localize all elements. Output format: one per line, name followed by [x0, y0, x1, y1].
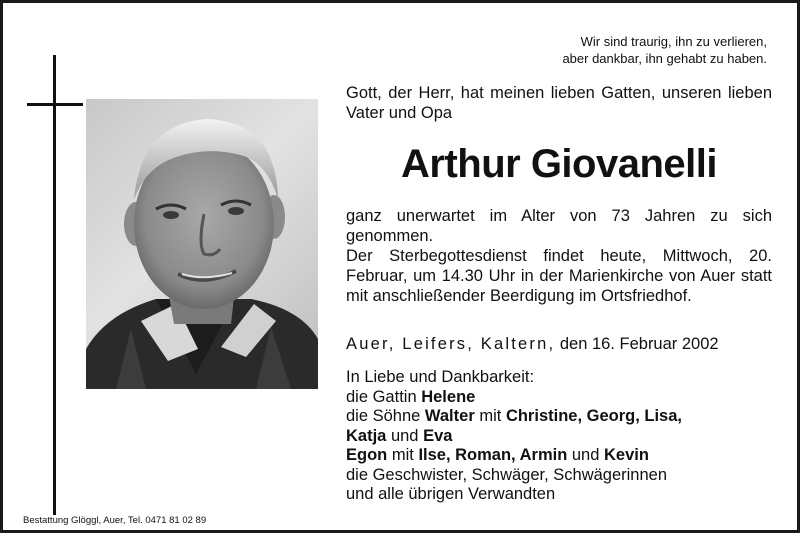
mourner-son-1-continued — [346, 427, 776, 447]
age-text: ganz unerwartet im Alter von 73 Jahren zu sich genommen. — [346, 207, 772, 245]
portrait-image — [86, 99, 318, 389]
son-1-name: Walter — [424, 407, 475, 425]
intro-text: Gott, der Herr, hat meinen lieben Gatten, unseren lieben Vater und Opa — [346, 84, 772, 122]
with-word: mit — [479, 407, 502, 425]
deceased-name: Arthur Giovanelli — [401, 142, 717, 186]
place-and-date — [346, 334, 772, 354]
announcement-body — [346, 206, 772, 306]
son-1-family: Christine, Georg, Lisa, — [505, 407, 682, 425]
places: Auer, Leifers, Kaltern, — [346, 335, 556, 353]
funeral-home-credit: Bestattung Glöggl, Auer, Tel. 0471 81 02 89 — [23, 515, 207, 526]
date: den 16. Februar 2002 — [559, 335, 719, 353]
son-1-family-2: Katja — [346, 426, 387, 445]
wife-name: Helene — [421, 387, 476, 406]
motto-line-1: Wir sind traurig, ihn zu verlieren, — [580, 34, 767, 49]
mourner-wife — [346, 388, 776, 408]
portrait-photo — [86, 99, 318, 389]
and-word: und — [571, 446, 600, 464]
mourner-son-1 — [346, 407, 776, 427]
with-word: mit — [391, 446, 414, 464]
son-2-name: Egon — [346, 446, 388, 464]
wife-prefix: die Gattin — [346, 387, 417, 406]
son-2-family: Ilse, Roman, Armin — [418, 446, 568, 464]
mourners-heading: In Liebe und Dankbarkeit: — [346, 368, 535, 386]
son-1-family-3: Eva — [423, 426, 453, 445]
sons-prefix: die Söhne — [346, 407, 421, 425]
mourner-relatives: und alle übrigen Verwandten — [346, 485, 556, 503]
service-text: Der Sterbegottesdienst findet heute, Mittwoch, 20. Februar, um 14.30 Uhr in der Marienkirche von Auer statt mit anschließender Beerdigung im Ortsfriedhof. — [346, 247, 772, 305]
motto-quote — [562, 33, 767, 67]
and-word: und — [390, 426, 419, 445]
cross-symbol-horizontal — [27, 103, 83, 106]
cross-symbol-vertical — [53, 55, 56, 515]
mourners-list — [346, 368, 776, 505]
motto-line-2: aber dankbar, ihn gehabt zu haben. — [562, 51, 767, 66]
son-2-family-2: Kevin — [604, 446, 649, 464]
mourner-siblings: die Geschwister, Schwäger, Schwägerinnen — [346, 465, 668, 484]
mourner-son-2 — [346, 446, 776, 466]
